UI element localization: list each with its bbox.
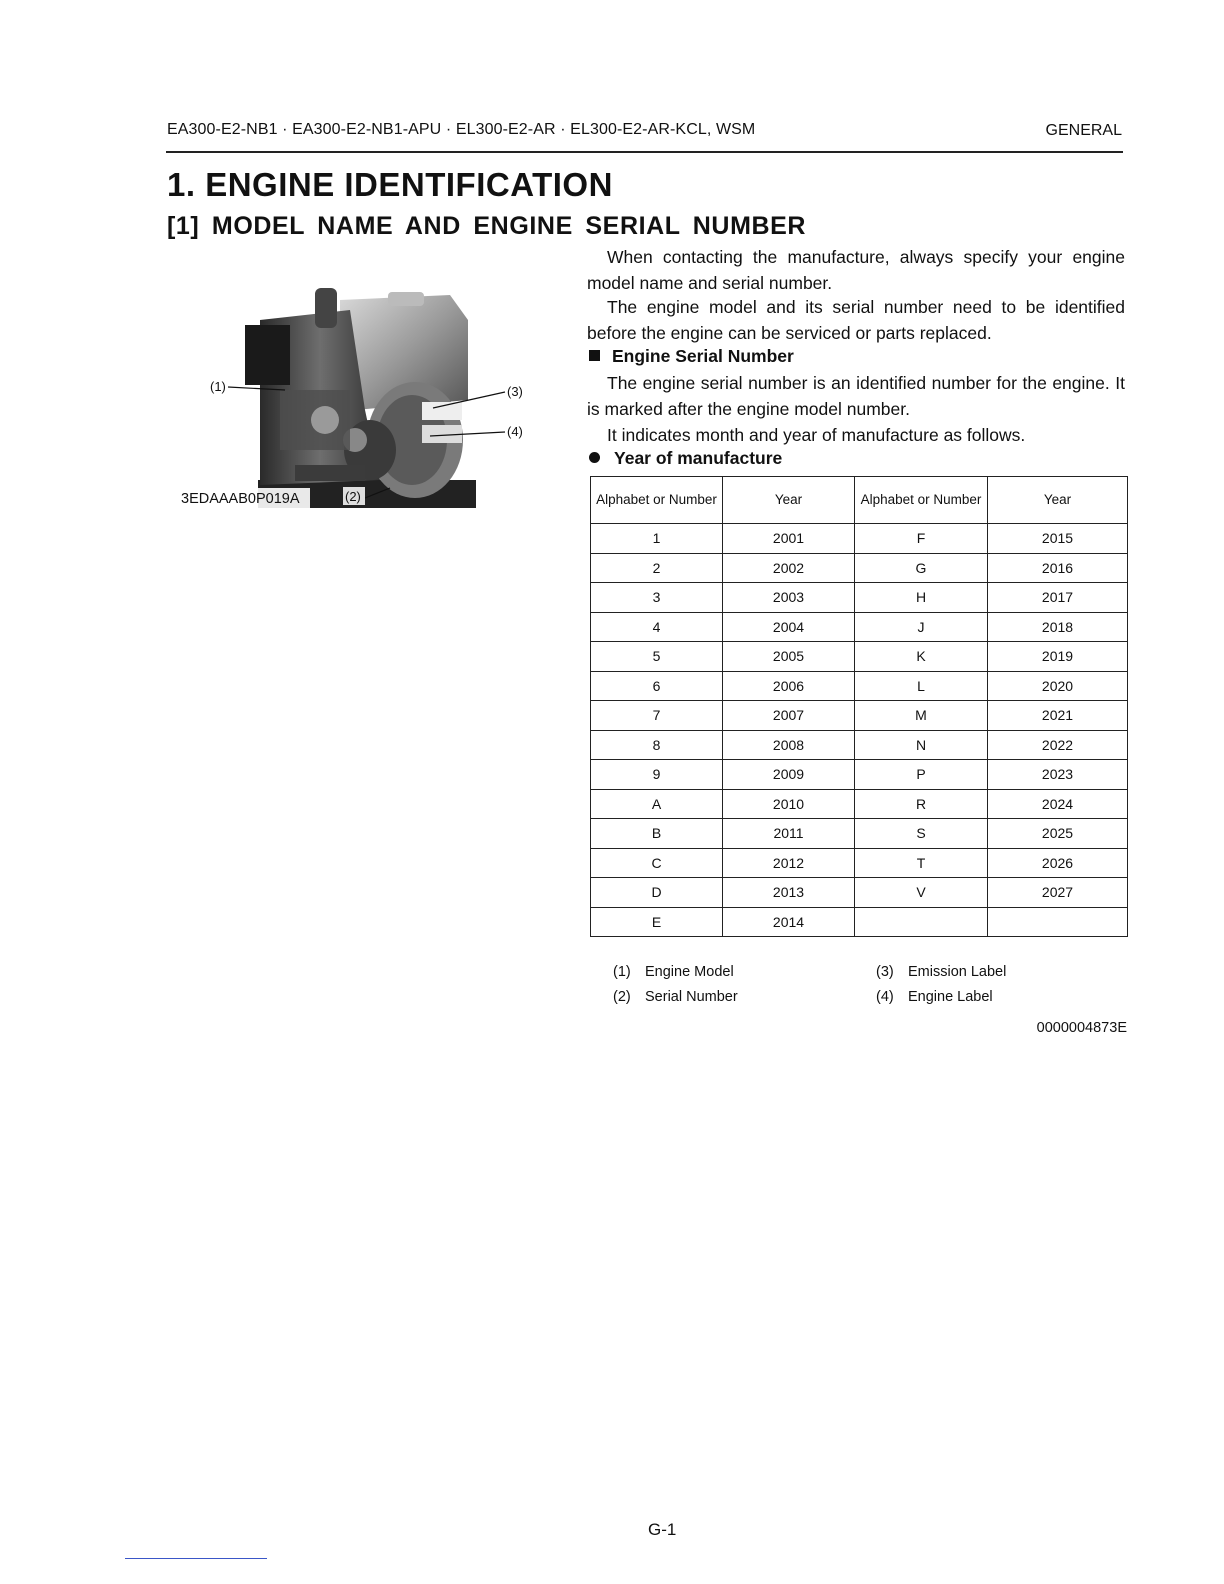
paragraph-serial-definition: The engine serial number is an identified number for the engine. It is marked after the engine model number.	[587, 373, 1125, 419]
section-subtitle: [1] MODEL NAME AND ENGINE SERIAL NUMBER	[167, 212, 807, 240]
round-bullet-icon	[589, 452, 600, 463]
table-cell: 7	[591, 701, 723, 731]
legend-item: (1) Engine Model	[613, 964, 734, 980]
table-cell: 2004	[723, 612, 855, 642]
year-code-table	[590, 476, 1128, 937]
table-row	[591, 524, 1128, 554]
table-cell: 2023	[988, 760, 1128, 790]
table-cell: 2026	[988, 848, 1128, 878]
paragraph-contact: When contacting the manufacture, always specify your engine model name and serial number.	[587, 247, 1125, 293]
engine-photo	[150, 280, 530, 512]
table-row	[591, 760, 1128, 790]
table-cell: 2008	[723, 730, 855, 760]
callout-2: (2)	[345, 489, 361, 504]
table-cell: L	[855, 671, 988, 701]
table-cell: 2011	[723, 819, 855, 849]
table-cell: 2012	[723, 848, 855, 878]
table-cell: 8	[591, 730, 723, 760]
table-cell: A	[591, 789, 723, 819]
table-cell: 2015	[988, 524, 1128, 554]
table-cell: 2022	[988, 730, 1128, 760]
table-cell: 2002	[723, 553, 855, 583]
table-cell: S	[855, 819, 988, 849]
table-cell: 2014	[723, 907, 855, 937]
table-cell: 3	[591, 583, 723, 613]
table-cell: F	[855, 524, 988, 554]
table-cell: E	[591, 907, 723, 937]
table-row	[591, 671, 1128, 701]
table-cell: 2010	[723, 789, 855, 819]
header-model-list: EA300-E2-NB1 · EA300-E2-NB1-APU · EL300-E2-AR · EL300-E2-AR-KCL, WSM	[167, 121, 756, 138]
table-cell: K	[855, 642, 988, 672]
table-cell: 5	[591, 642, 723, 672]
table-row	[591, 848, 1128, 878]
table-cell: B	[591, 819, 723, 849]
square-bullet-icon	[589, 350, 600, 361]
table-row	[591, 583, 1128, 613]
callout-3: (3)	[507, 384, 523, 399]
table-cell: 2018	[988, 612, 1128, 642]
table-row	[591, 701, 1128, 731]
table-cell: 2016	[988, 553, 1128, 583]
table-row	[591, 907, 1128, 937]
table-header: Year	[723, 477, 855, 524]
table-cell: 2006	[723, 671, 855, 701]
table-cell: 2005	[723, 642, 855, 672]
heading-engine-serial-number: Engine Serial Number	[589, 346, 794, 367]
table-row	[591, 553, 1128, 583]
header-rule	[166, 151, 1123, 153]
table-cell: M	[855, 701, 988, 731]
table-cell: J	[855, 612, 988, 642]
table-cell	[855, 907, 988, 937]
footer-line	[125, 1558, 267, 1559]
table-cell: 2020	[988, 671, 1128, 701]
table-cell: 2019	[988, 642, 1128, 672]
table-cell: 2	[591, 553, 723, 583]
paragraph-identify: The engine model and its serial number need to be identified before the engine can be serviced or parts replaced.	[587, 297, 1125, 343]
legend-right	[876, 960, 1006, 1010]
page-number: G-1	[648, 1520, 677, 1539]
table-cell: 2017	[988, 583, 1128, 613]
paragraph-month-year: It indicates month and year of manufacture as follows.	[607, 425, 1026, 445]
table-cell: T	[855, 848, 988, 878]
table-cell: 4	[591, 612, 723, 642]
table-cell: G	[855, 553, 988, 583]
table-cell: R	[855, 789, 988, 819]
callout-4: (4)	[507, 424, 523, 439]
table-header-row	[591, 477, 1128, 524]
table-row	[591, 642, 1128, 672]
table-cell	[988, 907, 1128, 937]
table-cell: 9	[591, 760, 723, 790]
table-cell: 1	[591, 524, 723, 554]
table-header: Alphabet or Number	[591, 477, 723, 524]
legend-item: (2) Serial Number	[613, 989, 738, 1005]
table-cell: 2009	[723, 760, 855, 790]
table-header: Year	[988, 477, 1128, 524]
table-cell: 2025	[988, 819, 1128, 849]
legend-item: (4) Engine Label	[876, 989, 993, 1005]
table-cell: 2003	[723, 583, 855, 613]
header-section: GENERAL	[1045, 122, 1122, 139]
page-title: 1. ENGINE IDENTIFICATION	[167, 166, 613, 203]
table-cell: H	[855, 583, 988, 613]
legend-item: (3) Emission Label	[876, 964, 1007, 980]
heading-year-of-manufacture: Year of manufacture	[589, 448, 782, 469]
table-cell: C	[591, 848, 723, 878]
table-header: Alphabet or Number	[855, 477, 988, 524]
table-cell: V	[855, 878, 988, 908]
table-row	[591, 612, 1128, 642]
table-cell: 2024	[988, 789, 1128, 819]
table-cell: 2007	[723, 701, 855, 731]
table-cell: N	[855, 730, 988, 760]
table-row	[591, 878, 1128, 908]
figure-code: 3EDAAAB0P019A	[181, 491, 300, 507]
reference-code: 0000004873E	[1036, 1020, 1127, 1036]
table-cell: 6	[591, 671, 723, 701]
table-cell: 2001	[723, 524, 855, 554]
table-cell: 2013	[723, 878, 855, 908]
table-row	[591, 819, 1128, 849]
table-cell: P	[855, 760, 988, 790]
table-row	[591, 789, 1128, 819]
table-row	[591, 730, 1128, 760]
legend-left	[613, 960, 738, 1010]
table-cell: 2027	[988, 878, 1128, 908]
table-cell: D	[591, 878, 723, 908]
callout-1: (1)	[210, 379, 226, 394]
table-cell: 2021	[988, 701, 1128, 731]
